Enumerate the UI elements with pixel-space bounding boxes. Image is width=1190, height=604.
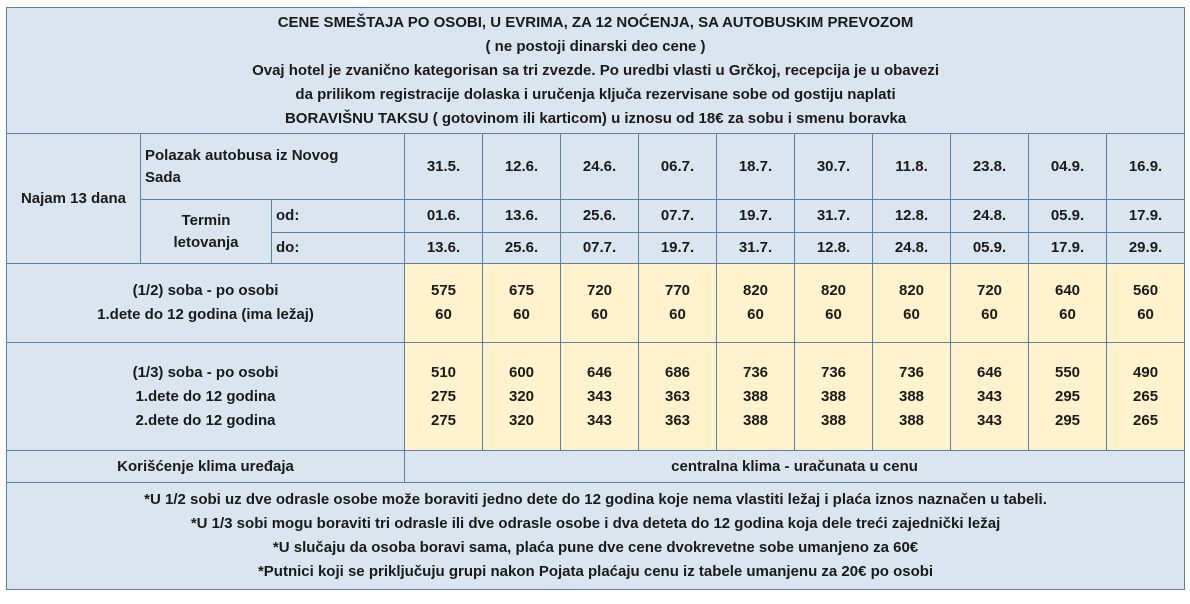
- price-child2: 363: [664, 411, 691, 429]
- price-child2: 388: [820, 411, 847, 429]
- price-child1: 275: [430, 387, 457, 405]
- half-room-price: [561, 264, 639, 343]
- price-child1: 388: [820, 387, 847, 405]
- price-adult: 736: [820, 363, 847, 381]
- price-adult: 560: [1133, 282, 1159, 299]
- price-adult: 550: [1054, 363, 1081, 381]
- departure-date: 12.6.: [483, 134, 561, 200]
- third-room-label: [7, 343, 405, 451]
- price-adult: 646: [586, 363, 613, 381]
- price-adult: 575: [430, 282, 457, 299]
- half-room-line: (1/2) soba - po osobi: [132, 282, 279, 299]
- third-room-price: [1107, 343, 1185, 451]
- price-adult: 770: [664, 282, 691, 299]
- climate-row: [7, 451, 1185, 483]
- third-room-child-line: 2.dete do 12 godina: [135, 411, 276, 429]
- departure-date: 18.7.: [717, 134, 795, 200]
- price-child: 60: [435, 306, 452, 323]
- to-date: 29.9.: [1107, 233, 1185, 264]
- price-adult: 736: [898, 363, 925, 381]
- price-child: 60: [825, 306, 842, 323]
- price-adult: 736: [742, 363, 769, 381]
- departure-label-text: Polazak autobusa iz Novog Sada: [145, 146, 339, 186]
- price-child1: 363: [664, 387, 691, 405]
- footer-notes: [7, 483, 1185, 590]
- half-room-row: [7, 264, 1185, 343]
- term-label: [141, 200, 272, 264]
- from-date: 24.8.: [951, 200, 1029, 233]
- footer-note: *U 1/3 sobi mogu boraviti tri odrasle ili dve odrasle osobe i dva deteta do 12 godina koja dele treći zajednički ležaj: [190, 515, 1001, 532]
- price-child1: 343: [976, 387, 1003, 405]
- from-date: 05.9.: [1029, 200, 1107, 233]
- from-date: 01.6.: [405, 200, 483, 233]
- half-room-child-line: 1.dete do 12 godina (ima ležaj): [97, 306, 314, 323]
- from-date: 13.6.: [483, 200, 561, 233]
- to-label: do:: [272, 233, 405, 264]
- departure-date: 06.7.: [639, 134, 717, 200]
- half-room-price: [405, 264, 483, 343]
- price-adult: 490: [1133, 363, 1159, 381]
- footer-row: [7, 483, 1185, 590]
- price-table: [6, 7, 1185, 590]
- to-date: 07.7.: [561, 233, 639, 264]
- price-table-container: [6, 7, 1185, 590]
- half-room-label: [7, 264, 405, 343]
- price-adult: 675: [508, 282, 535, 299]
- third-room-price: [1029, 343, 1107, 451]
- third-room-price: [795, 343, 873, 451]
- price-child2: 295: [1054, 411, 1081, 429]
- third-room-price: [717, 343, 795, 451]
- to-date: 17.9.: [1029, 233, 1107, 264]
- price-adult: 510: [430, 363, 457, 381]
- price-child1: 388: [742, 387, 769, 405]
- price-child1: 295: [1054, 387, 1081, 405]
- price-child: 60: [1137, 306, 1154, 323]
- departure-date: 04.9.: [1029, 134, 1107, 200]
- half-room-price: [795, 264, 873, 343]
- half-room-price: [639, 264, 717, 343]
- footer-note: *U slučaju da osoba boravi sama, plaća pune dve cene dvokrevetne sobe umanjeno za 60€: [272, 539, 919, 556]
- header-note-line: da prilikom registracije dolaska i uručenja ključa rezervisane sobe od gostiju naplati: [295, 85, 896, 103]
- from-date: 17.9.: [1107, 200, 1185, 233]
- climate-value: centralna klima - uračunata u cenu: [405, 451, 1185, 483]
- footer-note: *Putnici koji se priključuju grupi nakon Pojata plaćaju cenu iz tabele umanjenu za 20€ po osobi: [257, 563, 934, 580]
- price-adult: 686: [664, 363, 691, 381]
- climate-label: Korišćenje klima uređaja: [7, 451, 405, 483]
- third-room-line: (1/3) soba - po osobi: [132, 363, 279, 381]
- third-room-price: [951, 343, 1029, 451]
- third-room-price: [483, 343, 561, 451]
- departure-date: 16.9.: [1107, 134, 1185, 200]
- half-room-price: [1107, 264, 1185, 343]
- term-label-text: Termin letovanja: [173, 211, 239, 251]
- price-child: 60: [1059, 306, 1076, 323]
- departure-date: 31.5.: [405, 134, 483, 200]
- to-date: 25.6.: [483, 233, 561, 264]
- header-subtitle: ( ne postoji dinarski deo cene ): [485, 37, 706, 55]
- price-child1: 265: [1133, 387, 1159, 405]
- third-room-row: [7, 343, 1185, 451]
- price-adult: 600: [508, 363, 535, 381]
- footer-note: *U 1/2 sobi uz dve odrasle osobe može boraviti jedno dete do 12 godina koje nema vlastiti ležaj i plaća iznos naznačen u tabeli.: [144, 491, 1047, 508]
- price-child1: 388: [898, 387, 925, 405]
- to-date: 31.7.: [717, 233, 795, 264]
- third-room-price: [873, 343, 951, 451]
- price-child2: 388: [742, 411, 769, 429]
- to-date: 05.9.: [951, 233, 1029, 264]
- half-room-price: [717, 264, 795, 343]
- header-row: [7, 8, 1185, 134]
- price-adult: 640: [1054, 282, 1081, 299]
- price-child1: 320: [508, 387, 535, 405]
- term-from-row: [7, 200, 1185, 233]
- price-child: 60: [669, 306, 686, 323]
- header-title: CENE SMEŠTAJA PO OSOBI, U EVRIMA, ZA 12 NOĆENJA, SA AUTOBUSKIM PREVOZOM: [277, 13, 914, 31]
- departure-date: 30.7.: [795, 134, 873, 200]
- to-date: 24.8.: [873, 233, 951, 264]
- price-child: 60: [591, 306, 608, 323]
- half-room-price: [483, 264, 561, 343]
- from-date: 31.7.: [795, 200, 873, 233]
- departure-date: 24.6.: [561, 134, 639, 200]
- header-cell: [7, 8, 1185, 134]
- header-note-line: Ovaj hotel je zvanično kategorisan sa tri zvezde. Po uredbi vlasti u Grčkoj, recepcija je u obavezi: [252, 61, 939, 79]
- price-child2: 275: [430, 411, 457, 429]
- price-child: 60: [747, 306, 764, 323]
- half-room-price: [1029, 264, 1107, 343]
- price-child2: 265: [1133, 411, 1159, 429]
- third-room-price: [561, 343, 639, 451]
- to-date: 12.8.: [795, 233, 873, 264]
- from-date: 19.7.: [717, 200, 795, 233]
- price-adult: 646: [976, 363, 1003, 381]
- price-child2: 343: [586, 411, 613, 429]
- price-adult: 720: [976, 282, 1003, 299]
- price-adult: 820: [898, 282, 925, 299]
- price-child: 60: [513, 306, 530, 323]
- departure-label: [141, 134, 405, 200]
- third-room-price: [639, 343, 717, 451]
- header-note-line: BORAVIŠNU TAKSU ( gotovinom ili karticom) u iznosu od 18€ za sobu i smenu boravka: [284, 109, 907, 127]
- half-room-price: [951, 264, 1029, 343]
- price-child: 60: [903, 306, 920, 323]
- from-date: 07.7.: [639, 200, 717, 233]
- from-label: od:: [272, 200, 405, 233]
- price-child: 60: [981, 306, 998, 323]
- third-room-child-line: 1.dete do 12 godina: [135, 387, 276, 405]
- price-child2: 388: [898, 411, 925, 429]
- rental-label: Najam 13 dana: [7, 134, 141, 264]
- from-date: 25.6.: [561, 200, 639, 233]
- price-adult: 720: [586, 282, 613, 299]
- departure-date: 11.8.: [873, 134, 951, 200]
- price-child2: 320: [508, 411, 535, 429]
- to-date: 13.6.: [405, 233, 483, 264]
- price-child2: 343: [976, 411, 1003, 429]
- price-adult: 820: [742, 282, 769, 299]
- third-room-price: [405, 343, 483, 451]
- from-date: 12.8.: [873, 200, 951, 233]
- departure-date: 23.8.: [951, 134, 1029, 200]
- departure-row: [7, 134, 1185, 200]
- price-child1: 343: [586, 387, 613, 405]
- half-room-price: [873, 264, 951, 343]
- to-date: 19.7.: [639, 233, 717, 264]
- price-adult: 820: [820, 282, 847, 299]
